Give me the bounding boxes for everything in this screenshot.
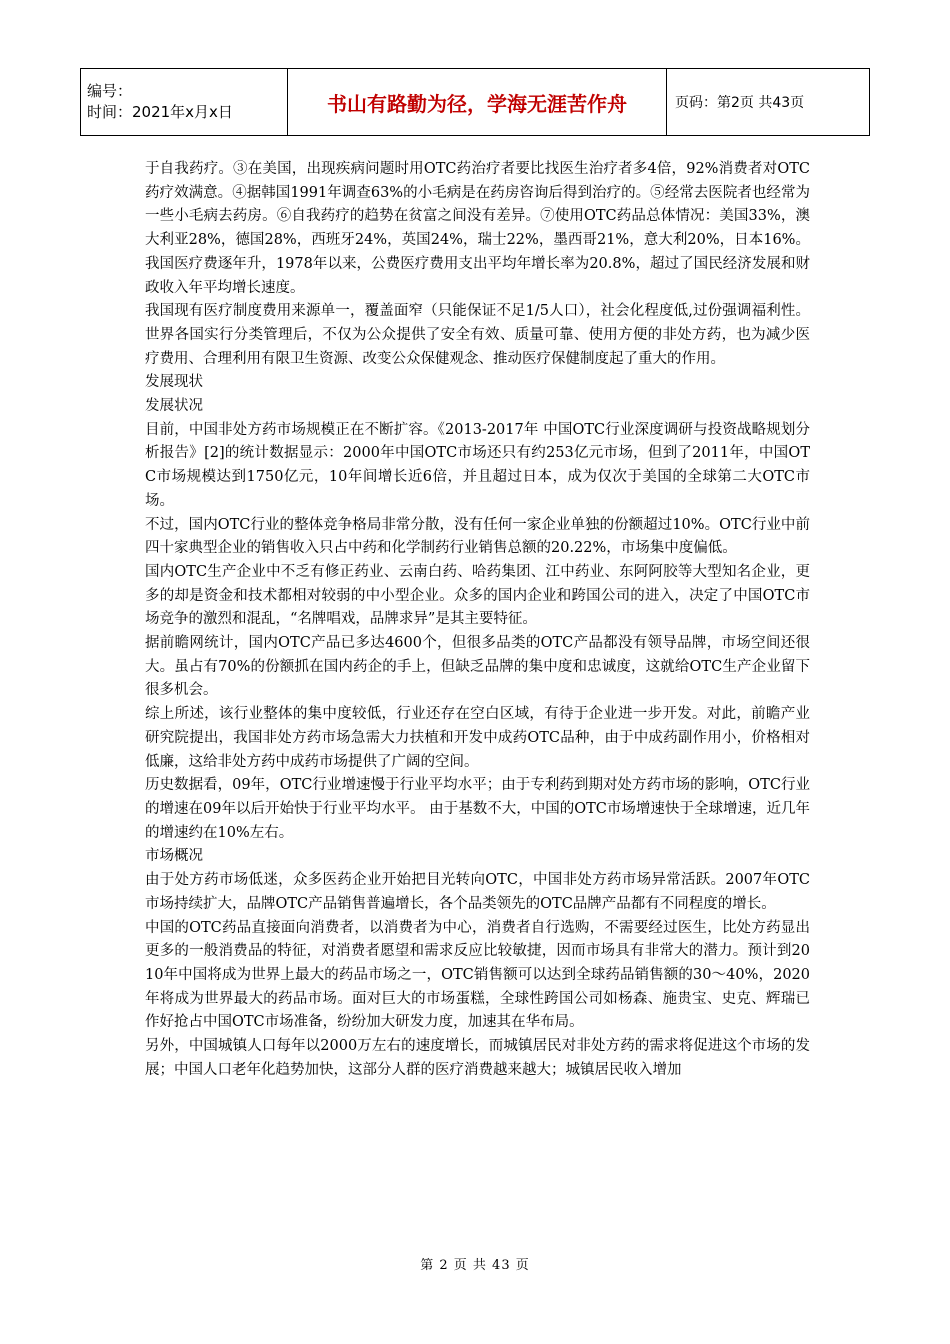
paragraph: 由于处方药市场低迷，众多医药企业开始把目光转向OTC，中国非处方药市场异常活跃。2007年OTC市场持续扩大，品牌OTC产品销售普遍增长，各个品类领先的OTC品牌产品都有不同程度的增长。 bbox=[145, 872, 810, 912]
header-page-info: 页码：第2页 共43页 bbox=[667, 69, 870, 136]
section-heading: 发展现状 bbox=[145, 374, 203, 391]
paragraph: 中国的OTC药品直接面向消费者，以消费者为中心，消费者自行选购，不需要经过医生，比处方药显出更多的一般消费品的特征，对消费者愿望和需求反应比较敏捷，因而市场具有非常大的潜力。预计到2010年中国将成为世界上最大的药品市场之一，OTC销售额可以达到全球药品销售额的30～40%，2020年将成为世界最大的药品市场。面对巨大的市场蛋糕，全球性跨国公司如杨森、施贵宝、史克、辉瑞已作好抢占中国OTC市场准备，纷纷加大研发力度，加速其在华布局。 bbox=[145, 919, 810, 1031]
paragraph: 国内OTC生产企业中不乏有修正药业、云南白药、哈药集团、江中药业、东阿阿胶等大型知名企业，更多的却是资金和技术都相对较弱的中小型企业。众多的国内企业和跨国公司的进入，决定了中国OTC市场竞争的激烈和混乱，“名牌唱戏，品牌求异”是其主要特征。 bbox=[145, 563, 810, 628]
subsection-heading: 发展状况 bbox=[145, 398, 203, 415]
paragraph: 另外，中国城镇人口每年以2000万左右的速度增长，而城镇居民对非处方药的需求将促进这个市场的发展；中国人口老年化趋势加快，这部分人群的医疗消费越来越大；城镇居民收入增加 bbox=[145, 1038, 810, 1078]
page-footer: 第 2 页 共 43 页 bbox=[420, 1258, 530, 1273]
number-label: 编号： bbox=[87, 82, 133, 100]
paragraph: 据前瞻网统计，国内OTC产品已多达4600个，但很多品类的OTC产品都没有领导品牌，市场空间还很大。虽占有70%的份额抓在国内药企的手上，但缺乏品牌的集中度和忠诚度，这就给OTC生产企业留下很多机会。 bbox=[145, 635, 810, 699]
subsection-heading: 市场概况 bbox=[145, 848, 203, 865]
date-label: 时间：2021年x月x日 bbox=[87, 103, 233, 121]
document-body bbox=[145, 158, 810, 1082]
paragraph: 不过，国内OTC行业的整体竞争格局非常分散，没有任何一家企业单独的份额超过10%。OTC行业中前四十家典型企业的销售收入只占中药和化学制药行业销售总额的20.22%，市场集中度偏低。 bbox=[145, 516, 810, 557]
paragraph: 综上所述，该行业整体的集中度较低，行业还存在空白区域，有待于企业进一步开发。对此，前瞻产业研究院提出，我国非处方药市场急需大力扶植和开发中成药OTC品种，由于中成药副作用小，价格相对低廉，这给非处方药中成药市场提供了广阔的空间。 bbox=[145, 706, 810, 770]
paragraph: 历史数据看，09年，OTC行业增速慢于行业平均水平；由于专利药到期对处方药市场的影响，OTC行业的增速在09年以后开始快于行业平均水平。 由于基数不大，中国的OTC市场增速快于全球增速，近几年的增速约在10%左右。 bbox=[145, 777, 810, 841]
header-left-cell bbox=[81, 69, 288, 136]
paragraph: 我国现有医疗制度费用来源单一，覆盖面窄（只能保证不足1/5人口），社会化程度低,过份强调福利性。世界各国实行分类管理后，不仅为公众提供了安全有效、质量可靠、使用方便的非处方药，也为减少医疗费用、合理利用有限卫生资源、改变公众保健观念、推动医疗保健制度起了重大的作用。 bbox=[145, 303, 810, 367]
paragraph: 于自我药疗。③在美国，出现疾病问题时用OTC药治疗者要比找医生治疗者多4倍，92%消费者对OTC药疗效满意。④据韩国1991年调查63%的小毛病是在药房咨询后得到治疗的。⑤经常去医院者也经常为一些小毛病去药房。⑥自我药疗的趋势在贫富之间没有差异。⑦使用OTC药品总体情况：美国33%，澳大利亚28%，德国28%，西班牙24%，英国24%，瑞士22%，墨西哥21%，意大利20%，日本16%。我国医疗费逐年升，1978年以来，公费医疗费用支出平均年增长率为20.8%，超过了国民经济发展和财政收入年平均增长速度。 bbox=[145, 161, 810, 296]
document-header bbox=[80, 68, 870, 136]
header-motto: 书山有路勤为径，学海无涯苦作舟 bbox=[288, 69, 667, 136]
paragraph: 目前，中国非处方药市场规模正在不断扩容。《2013-2017年 中国OTC行业深度调研与投资战略规划分析报告》[2]的统计数据显示：2000年中国OTC市场还只有约253亿元市场，但到了2011年，中国OTC市场规模达到1750亿元，10年间增长近6倍，并且超过日本，成为仅次于美国的全球第二大OTC市场。 bbox=[145, 421, 810, 509]
